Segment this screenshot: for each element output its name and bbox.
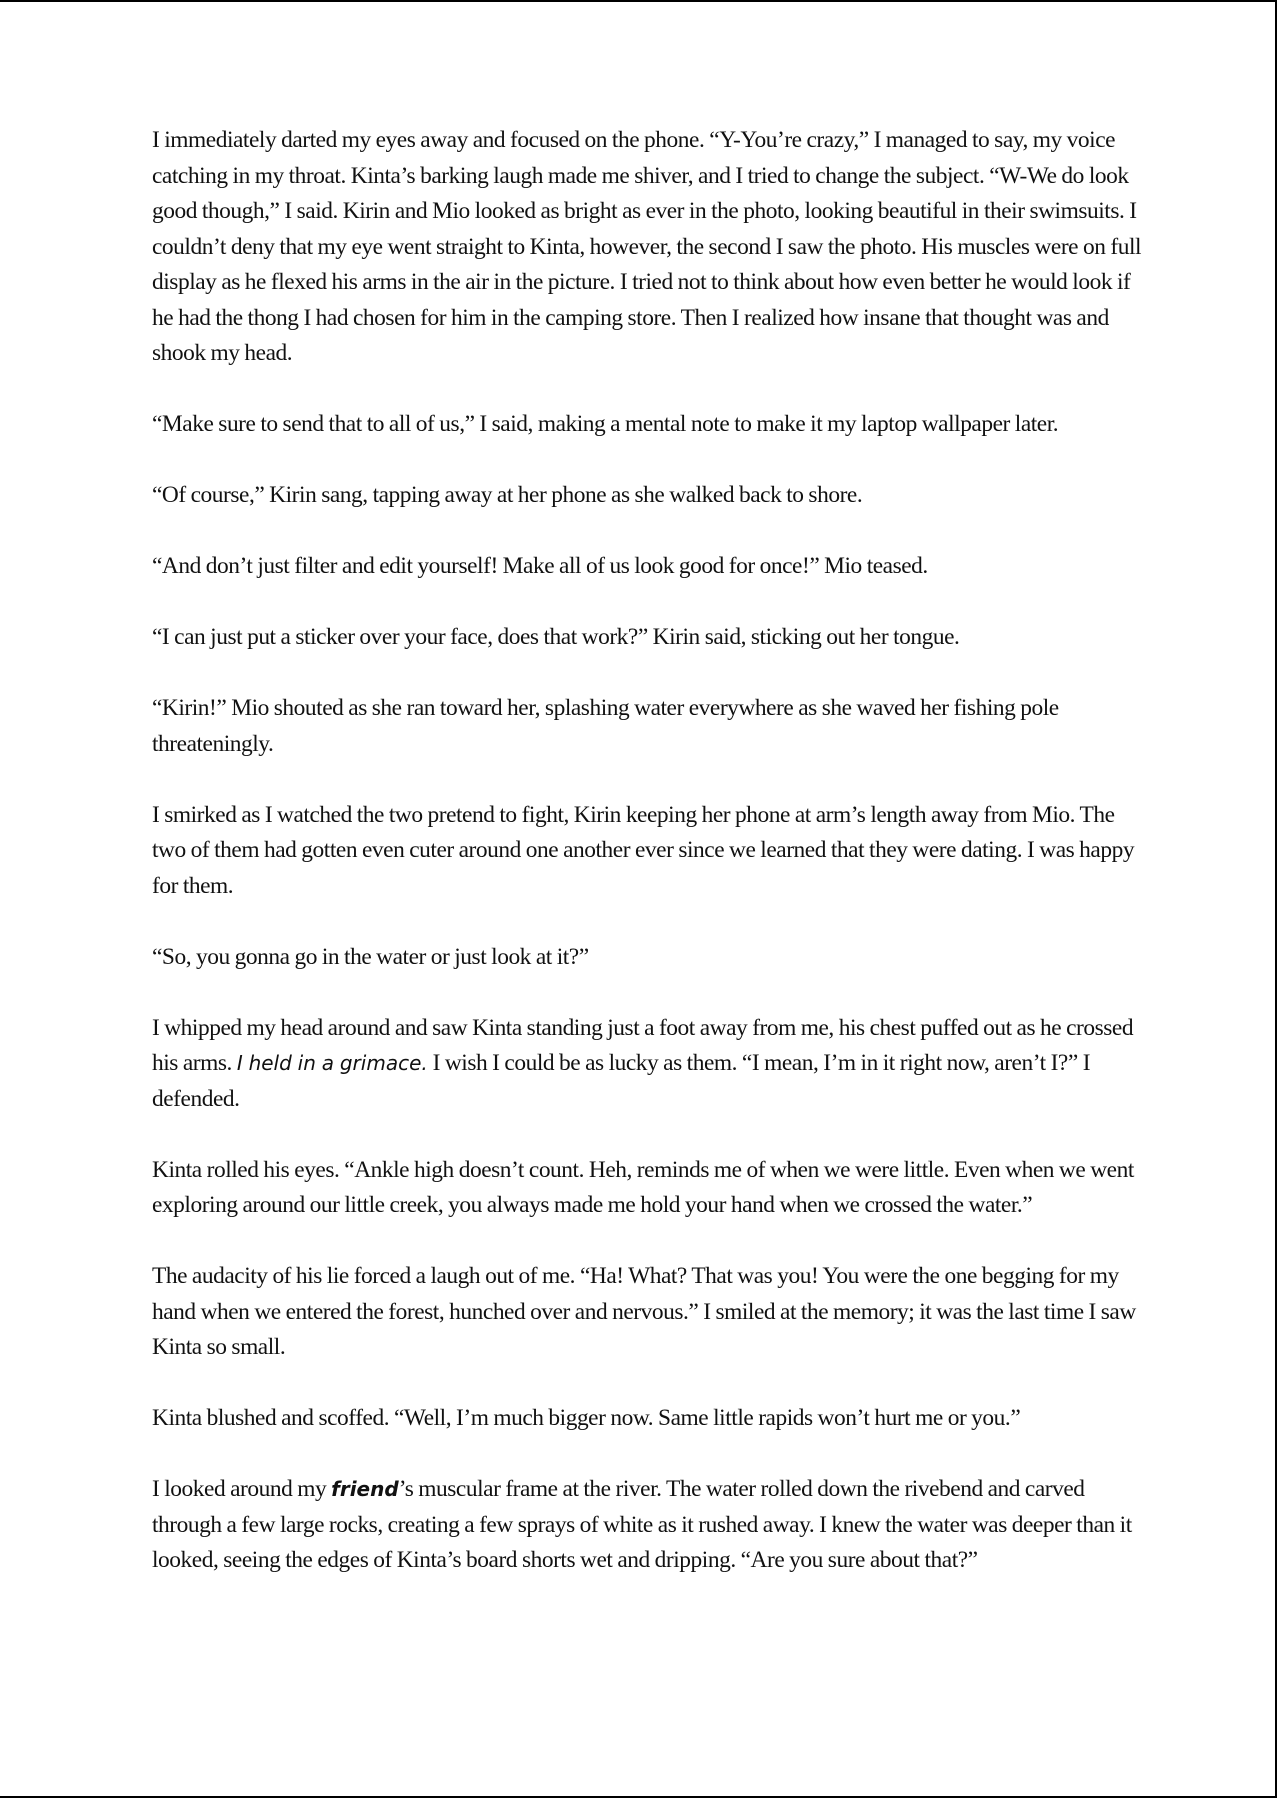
paragraph: “I can just put a sticker over your face, does that work?” Kirin said, sticking out her tongue.	[152, 624, 960, 650]
paragraph: “Kirin!” Mio shouted as she ran toward her, splashing water everywhere as she waved her fishing pole threateningly.	[152, 695, 1059, 757]
paragraph: I smirked as I watched the two pretend to fight, Kirin keeping her phone at arm’s length away from Mio. The two of them had gotten even cuter around one another ever since we learned that they were dating. I was happy for them.	[152, 801, 1135, 899]
paragraph: “Of course,” Kirin sang, tapping away at her phone as she walked back to shore.	[152, 482, 863, 508]
paragraph	[152, 1472, 1142, 1579]
document-body	[152, 123, 1142, 1614]
paragraph-text: I whipped my head around and saw Kinta standing just a foot away from me, his chest puffed out as he crossed his arms.	[152, 1014, 1134, 1076]
paragraph	[152, 1011, 1142, 1118]
paragraph-text: ’s muscular frame at the river. The water rolled down the rivebend and carved through a few large rocks, creating a few sprays of white as it rushed away. I knew the water was deeper than it looked, seeing the edges of Kinta’s board shorts wet and dripping. “Are you sure about that?”	[152, 1476, 1132, 1573]
paragraph: “And don’t just filter and edit yourself! Make all of us look good for once!” Mio teased.	[152, 553, 928, 579]
paragraph: Kinta rolled his eyes. “Ankle high doesn’t count. Heh, reminds me of when we were little. Even when we went exploring around our little creek, you always made me hold your hand when we crossed the water.”	[152, 1156, 1134, 1218]
paragraph: “So, you gonna go in the water or just look at it?”	[152, 943, 589, 970]
paragraph: The audacity of his lie forced a laugh out of me. “Ha! What? That was you! You were the one begging for my hand when we entered the forest, hunched over and nervous.” I smiled at the memory; it was the last time I saw Kinta so small.	[152, 1263, 1136, 1360]
paragraph-text: I wish I could be as lucky as them. “I mean, I’m in it right now, aren’t I?” I defended.	[152, 1050, 1091, 1112]
paragraph: Kinta blushed and scoffed. “Well, I’m much bigger now. Same little rapids won’t hurt me or you.”	[152, 1405, 1021, 1431]
italic-emphasis: I held in a grimace.	[236, 1051, 428, 1075]
paragraph-text: I looked around my	[152, 1476, 332, 1502]
bold-italic-emphasis: friend	[331, 1477, 399, 1501]
paragraph: “Make sure to send that to all of us,” I said, making a mental note to make it my laptop wallpaper later.	[152, 411, 1059, 437]
paragraph: I immediately darted my eyes away and focused on the phone. “Y-You’re crazy,” I managed to say, my voice catching in my throat. Kinta’s barking laugh made me shiver, and I tried to change the subject. “W-We do look good though,” I said. Kirin and Mio looked as bright as ever in the photo, looking beautiful in their swimsuits. I couldn’t deny that my eye went straight to Kinta, however, the second I saw the photo. His muscles were on full display as he flexed his arms in the air in the picture. I tried not to think about how even better he would look if he had the thong I had chosen for him in the camping store. Then I realized how insane that thought was and shook my head.	[152, 127, 1142, 366]
